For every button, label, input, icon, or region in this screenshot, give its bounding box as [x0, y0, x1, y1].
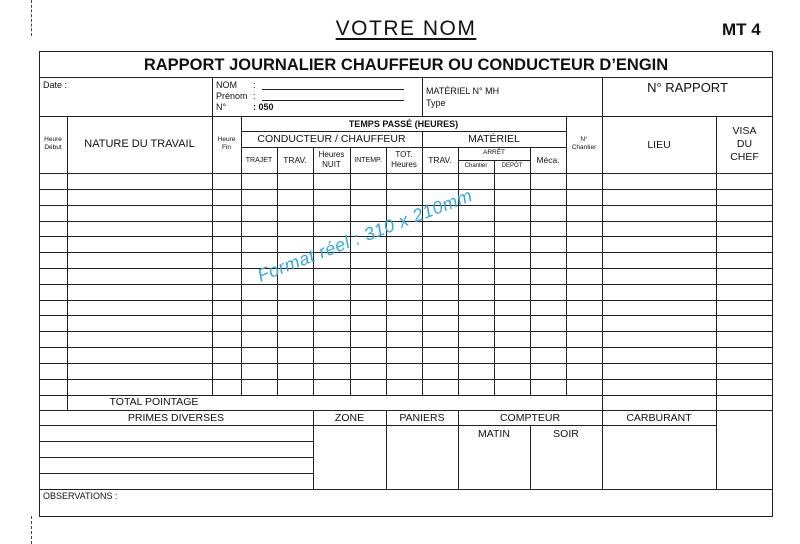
rule — [241, 131, 566, 132]
rule — [241, 147, 566, 148]
numero-label: N° — [216, 102, 227, 112]
temps-passe-header: TEMPS PASSÉ (HEURES) — [348, 119, 459, 129]
visa-line1: VISA — [732, 125, 757, 137]
rule — [39, 173, 773, 174]
matin-label: MATIN — [478, 428, 510, 440]
trim-mark-top — [31, 0, 32, 36]
nom-colon: : — [253, 80, 256, 90]
observations-label: OBSERVATIONS : — [43, 491, 118, 501]
heures-nuit-line2: NUIT — [322, 160, 341, 169]
chantier-subheader: Chantier — [464, 163, 488, 169]
primes-line[interactable] — [39, 473, 313, 474]
rule — [422, 77, 423, 116]
lieu-header: LIEU — [647, 139, 671, 151]
soir-label: SOIR — [553, 428, 579, 440]
rule — [39, 252, 773, 253]
rule — [39, 205, 773, 206]
rule — [67, 116, 68, 410]
heure-debut-line2: Début — [44, 144, 62, 151]
depot-subheader: DEPÔT — [501, 163, 523, 169]
rule — [602, 77, 603, 410]
visa-line3: CHEF — [730, 151, 759, 163]
rule — [716, 116, 717, 489]
rule — [39, 379, 773, 380]
prenom-colon: : — [253, 91, 256, 101]
rule — [39, 425, 716, 426]
materiel-header: MATÉRIEL — [468, 133, 520, 145]
carburant-header: CARBURANT — [626, 412, 692, 424]
trim-mark-bottom — [31, 516, 32, 544]
rule — [386, 147, 387, 395]
rule — [212, 77, 213, 173]
compteur-header: COMPTEUR — [499, 412, 561, 424]
primes-line[interactable] — [39, 441, 313, 442]
primes-line[interactable] — [39, 457, 313, 458]
rule — [39, 410, 773, 411]
rule — [39, 489, 773, 490]
tot-heures-line2: Heures — [391, 160, 417, 169]
trajet-header: TRAJET — [245, 157, 273, 164]
company-name: VOTRE NOM — [335, 17, 477, 40]
trav-materiel-header: TRAV. — [428, 155, 452, 165]
type-label: Type — [426, 98, 446, 108]
heure-debut-line1: Heure — [44, 136, 62, 143]
num-chantier-line1: N° — [580, 136, 588, 143]
rule — [241, 116, 242, 395]
rule — [39, 315, 773, 316]
conducteur-header: CONDUCTEUR / CHAUFFEUR — [257, 133, 406, 145]
arret-header: ARRÊT — [482, 149, 506, 156]
rule — [566, 116, 567, 395]
rule — [39, 363, 773, 364]
numero-value: : 050 — [253, 102, 274, 112]
rapport-label: N° RAPPORT — [647, 80, 728, 95]
rule — [39, 189, 773, 190]
form-code: MT 4 — [722, 20, 761, 39]
zone-header: ZONE — [334, 412, 365, 424]
num-chantier-line2: Chantier — [571, 144, 597, 151]
date-label: Date : — [43, 80, 68, 90]
meca-header: Méca. — [536, 155, 560, 165]
prenom-field[interactable] — [262, 100, 404, 101]
rule — [39, 284, 773, 285]
form-title: RAPPORT JOURNALIER CHAUFFEUR OU CONDUCTEUR D’ENGIN — [143, 56, 669, 74]
heures-nuit-line1: Heures — [318, 150, 345, 159]
nature-header: NATURE DU TRAVAIL — [84, 138, 195, 150]
primes-header: PRIMES DIVERSES — [127, 412, 225, 424]
nom-field[interactable] — [262, 89, 404, 90]
nom-label: NOM — [216, 80, 237, 90]
total-pointage-label: TOTAL POINTAGE — [109, 396, 199, 408]
rule — [350, 147, 351, 395]
rule — [39, 347, 773, 348]
materiel-label: MATÉRIEL N° MH — [426, 86, 500, 96]
rule — [39, 236, 773, 237]
rule — [530, 147, 531, 395]
paniers-header: PANIERS — [399, 412, 445, 424]
intemp-header: INTEMP. — [354, 157, 382, 164]
rule — [313, 147, 314, 395]
rule — [39, 116, 773, 117]
format-watermark: Format réel : 310 x 210mm — [254, 185, 476, 286]
rule — [422, 131, 423, 395]
rule — [39, 331, 773, 332]
tot-heures-line1: TOT. — [395, 150, 413, 159]
rule — [458, 147, 459, 395]
rule — [494, 160, 495, 395]
rule — [39, 268, 773, 269]
prenom-label: Prénom — [216, 91, 248, 101]
trav-header: TRAV. — [283, 155, 307, 165]
visa-line2: DU — [736, 138, 753, 150]
rule — [39, 300, 773, 301]
rule — [39, 77, 773, 78]
heure-fin-line1: Heure — [217, 136, 236, 143]
heure-fin-line2: Fin — [221, 144, 232, 151]
